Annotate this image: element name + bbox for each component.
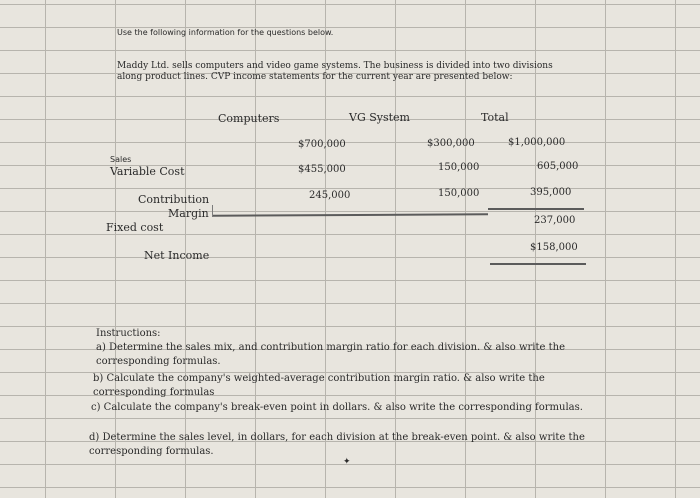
contribution-margin-total: 395,000	[530, 187, 572, 198]
variable-cost-computers: $455,000	[298, 164, 346, 175]
instruction-d: d) Determine the sales level, in dollars, for each division at the break-even point. & also write the corresponding formulas.	[89, 432, 585, 457]
instruction-a: a) Determine the sales mix, and contribution margin ratio for each division. & also write the corresponding formulas.	[96, 342, 565, 367]
intro-line: Use the following information for the questions below.	[117, 28, 334, 37]
sales-total: $1,000,000	[508, 137, 566, 148]
row-label-fixed-cost: Fixed cost	[106, 221, 164, 234]
contribution-margin-computers: 245,000	[309, 190, 351, 201]
row-label-contribution: Contribution	[138, 193, 210, 206]
table-underline-total-2	[490, 263, 586, 265]
row-label-sales: Sales	[110, 155, 132, 164]
contribution-margin-vg-system: 150,000	[438, 188, 480, 199]
variable-cost-vg-system: 150,000	[438, 162, 480, 173]
column-header-computers: Computers	[218, 112, 280, 125]
row-label-net-income: Net Income	[144, 249, 210, 262]
fixed-cost-total: 237,000	[534, 215, 576, 226]
sales-computers: $700,000	[298, 139, 346, 150]
net-income-total: $158,000	[530, 242, 578, 253]
variable-cost-total: 605,000	[537, 161, 579, 172]
instruction-b: b) Calculate the company's weighted-average contribution margin ratio. & also write the corresponding formulas	[93, 373, 545, 398]
table-underline-total-1	[488, 208, 584, 210]
column-header-total: Total	[481, 111, 509, 124]
instructions-heading: Instructions:	[96, 328, 161, 339]
row-label-margin: Margin	[168, 207, 209, 220]
row-label-variable-cost: Variable Cost	[110, 165, 185, 178]
table-divider	[212, 205, 213, 217]
sales-vg-system: $300,000	[427, 138, 475, 149]
table-underline-left	[212, 213, 488, 216]
instruction-c: c) Calculate the company's break-even point in dollars. & also write the corresponding formulas.	[91, 402, 583, 413]
intro-paragraph: Maddy Ltd. sells computers and video game systems. The business is divided into two divisions along product lines. CVP income statements for the current year are presented below:	[117, 61, 553, 82]
column-header-vg-system: VG System	[349, 111, 410, 124]
cursor-mark: ✦	[343, 457, 351, 467]
